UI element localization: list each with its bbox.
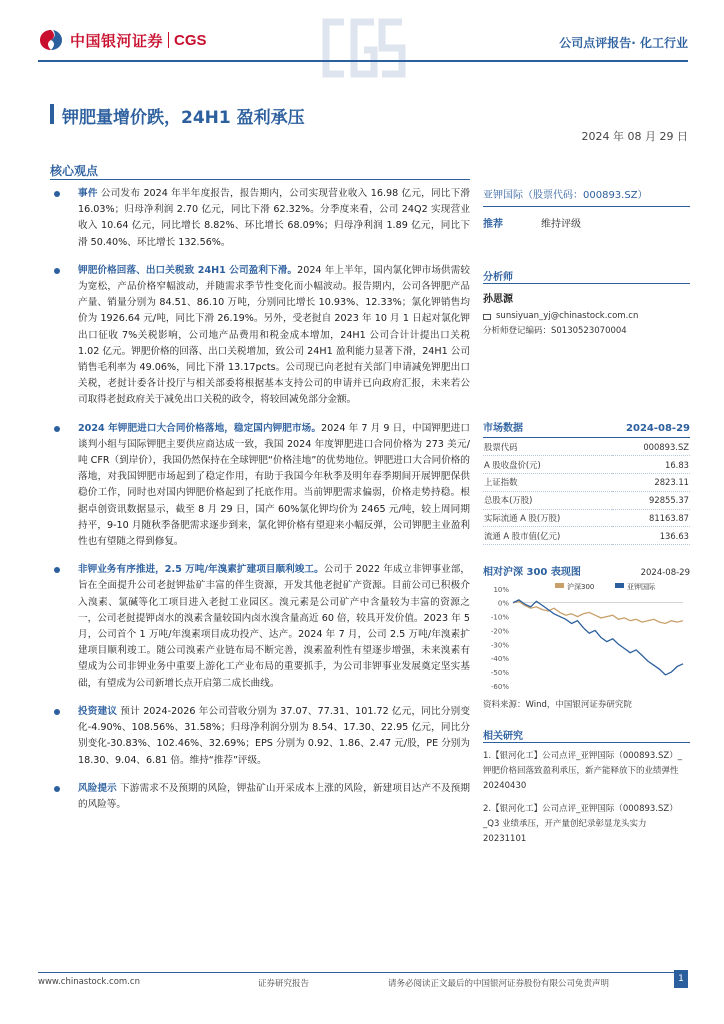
legend-label: 亚钾国际 — [627, 583, 655, 592]
y-tick-label: 10% — [493, 586, 509, 595]
y-tick-label: -10% — [490, 613, 509, 622]
y-tick-label: -50% — [490, 669, 509, 678]
chart-source: 资料来源：Wind，中国银河证券研究院 — [483, 700, 632, 711]
series-line — [513, 602, 683, 624]
analyst-email-row — [483, 309, 690, 324]
core-views-divider — [50, 179, 470, 180]
bullet-body: 公司于 2022 年成立非钾事业部，旨在全面提升公司老挝钾盐矿丰富的伴生资源，开发其他老挝矿产资源。目前公司已积极介入溴素、氯碱等化工项目进入老挝工业园区。溴元素是公司矿产中含量较为丰富的资源之一，公司老挝提钾卤水的溴素含量较国内卤水溴含量高近 60 倍，较具开发价值。2023 年 5 月，公司首个 1 万吨/年溴素项目成功投产、达产。2024 年 7 月，公司 2.5 万吨/年溴素扩建项目顺利竣工。随公司溴素产业链布局不断完善，溴素盈利性有望逐步增强，未来溴素有望成为公司非钾业务中重要上游化工产业布局的重要抓手，为公司非钾事业发展奠定坚实基础，有望成为公司新增长点开启第二成长曲线。 — [78, 564, 470, 689]
bullet-body: 预计 2024-2026 年公司营收分别为 37.07、77.31、101.72 亿元，同比分别变化-4.90%、108.56%、31.58%；归母净利润分别为 8.54、17.30、22.95 亿元，同比分别变化-30.83%、102.46%、32.69%；EPS 分别为 0.92、1.86、2.47 元/股，PE 分别为 18.30、9.04、6.81 倍。维持“推荐”评级。 — [78, 705, 470, 766]
footer-site[interactable]: www.chinastock.com.cn — [38, 977, 140, 987]
page-number: 1 — [674, 970, 688, 988]
footer-center: 证券研究报告 — [258, 979, 310, 989]
bullet-body: 2024 年 7 月 9 日，中国钾肥进口谈判小组与国际钾肥主要供应商达成一致，我国 2024 年度钾肥进口合同价格为 273 美元/吨 CFR（到岸价），我国仍然保持在全球钾肥“价格洼地”的优势地位。钾肥进口大合同价格的落地，对我国钾肥市场起到了稳定作用，有助于我国今年秋季及明年春季期间开展钾肥保供稳价工作，同时也对国内钾肥价格起到了托底作用。当前钾肥需求偏弱，价格走势持稳。根据卓创资讯数据显示，截至 8 月 29 日，国产 60%氯化钾均价为 2465 元/吨，较上周同期持平，9-10 月随秋季备肥需求逐步到来，氯化钾价格有望迎来小幅反弹，公司钾肥主业盈利性也有望随之得到修复。 — [78, 422, 471, 548]
series-line — [513, 600, 683, 675]
row-value: 2823.11 — [612, 474, 690, 492]
bullet-lead: 非钾业务有序推进，2.5 万吨/年溴素扩建项目顺利竣工。 — [78, 564, 324, 576]
bullet-dot-icon — [54, 786, 60, 792]
legend-swatch — [615, 583, 624, 588]
table-row — [483, 474, 690, 492]
spacer — [483, 713, 690, 727]
related-item[interactable]: 2.【银河化工】公司点评_亚钾国际（000893.SZ）_Q3 业绩承压，开产量创纪录彰显龙头实力 20231101 — [483, 804, 678, 845]
related-heading: 相关研究 — [483, 731, 523, 743]
report-title: 钾肥量增价跌，24H1 盈利承压 — [62, 108, 305, 128]
spacer — [483, 339, 690, 419]
bullet-dot-icon — [54, 191, 60, 197]
report-type: 公司点评报告· 化工行业 — [559, 36, 688, 50]
table-row — [483, 438, 690, 456]
bullet-body: 2024 年上半年，国内氯化钾市场供需较为宽松，产品价格窄幅波动，并随需求季节性变化而小幅波动。报告期内，公司各钾肥产品产量、销量分别为 84.51、86.10 万吨，分别同比增长 10.93%、12.33%；氯化钾销售均价为 1926.64 元/吨，同比下滑 26.19%。另外，受老挝自 2023 年 10 月 1 日起对氯化钾出口征收 7%关税影响，公司地产品费用和税金成本增加，24H1 公司合计计提出口关税 1.02 亿元。钾肥价格的回落、出口关税增加，致公司 24H1 盈利能力显著下滑，24H1 公司销售毛利率为 49.06%，同比下滑 13.17pcts。公司现已向老挝有关部门申请减免钾肥出口关税，老挝计委各计投厅与相关部委将根据基本支持公司的申请并已向政府汇报，未来若公司取得老挝政府关于减免出口关税的政令，将较回减免部分金额。 — [78, 264, 470, 406]
bullet-dot-icon — [54, 567, 60, 573]
bullet-body: 下游需求不及预期的风险，钾盐矿山开采成本上涨的风险，新建项目达产不及预期的风险等。 — [78, 782, 470, 810]
row-value: 000893.SZ — [612, 438, 690, 456]
bullet-dot-icon — [54, 426, 60, 432]
stock-code: 亚钾国际（股票代码：000893.SZ） — [483, 186, 690, 207]
bullet-non-potash — [50, 562, 470, 692]
market-data-table — [483, 438, 690, 545]
bullet-lead: 钾肥价格回落、出口关税致 24H1 公司盈利下滑。 — [78, 264, 298, 276]
logo-divider — [168, 32, 169, 48]
company-logo — [38, 28, 207, 52]
legend-label: 沪深300 — [567, 583, 595, 592]
table-row — [483, 456, 690, 474]
bullet-body: 公司发布 2024 年半年度报告，报告期内，公司实现营业收入 16.98 亿元，同比下滑 16.03%；归母净利润 2.70 亿元，同比下滑 62.32%。分季度来看，公司 24Q2 实现营业收入 10.64 亿元，同比增长 8.82%、环比增长 68.09%；归母净利润 1.89 亿元，同比下滑 50.40%、环比增长 132.56%。 — [78, 188, 470, 248]
analyst-heading: 分析师 — [483, 272, 513, 283]
y-tick-label: -40% — [490, 655, 509, 664]
row-value: 81163.87 — [612, 509, 690, 527]
rating — [483, 215, 690, 230]
bullet-import-contract — [50, 421, 470, 551]
bullet-dot-icon — [54, 709, 60, 715]
related-divider — [483, 742, 690, 743]
core-views-heading: 核心观点 — [50, 164, 99, 178]
logo-cn-text: 中国银河证券 — [70, 31, 164, 50]
spacer — [483, 545, 690, 563]
analyst-divider — [483, 283, 690, 284]
spacer — [483, 230, 690, 268]
core-views-list — [50, 186, 470, 825]
table-row — [483, 491, 690, 509]
sidebar — [483, 186, 690, 855]
bullet-dot-icon — [54, 268, 60, 274]
perf-chart-date: 2024-08-29 — [640, 568, 690, 579]
row-value: 92855.37 — [612, 491, 690, 509]
mail-icon — [483, 314, 491, 320]
title-accent-bar — [50, 104, 54, 124]
bullet-lead: 2024 年钾肥进口大合同价格落地，稳定国内钾肥市场。 — [78, 422, 322, 434]
analyst-email: sunsiyuan_yj@chinastock.com.cn — [496, 311, 639, 321]
y-tick-label: -30% — [490, 641, 509, 650]
analyst-cert: 分析师登记编码：S0130523070004 — [483, 326, 627, 336]
y-tick-label: 0% — [497, 599, 509, 608]
row-key: 实际流通 A 股(万股) — [483, 509, 612, 527]
bullet-event — [50, 186, 470, 251]
bullet-risk — [50, 781, 470, 813]
perf-chart-heading: 相对沪深 300 表现图 — [483, 567, 581, 579]
market-data-heading: 市场数据 — [483, 423, 523, 434]
row-value: 136.63 — [612, 527, 690, 545]
perf-chart-header — [483, 563, 690, 580]
bullet-investment — [50, 704, 470, 769]
row-key: 上证指数 — [483, 474, 612, 492]
table-row — [483, 527, 690, 545]
footer-disclaimer: 请务必阅读正文最后的中国银河证券股份有限公司免责声明 — [388, 979, 610, 989]
bullet-lead: 风险提示 — [78, 782, 117, 794]
analyst-name: 孙思源 — [483, 294, 513, 305]
logo-emblem-icon — [38, 28, 64, 52]
bullet-lead: 事件 — [78, 188, 98, 199]
row-value: 16.83 — [612, 456, 690, 474]
rating-value: 维持评级 — [541, 219, 581, 230]
footer-divider — [38, 972, 688, 973]
bullet-price-decline — [50, 263, 470, 409]
bullet-lead: 投资建议 — [78, 705, 118, 717]
row-key: 流通 A 股市值(亿元) — [483, 527, 612, 545]
header-divider — [38, 60, 688, 62]
perf-chart — [483, 580, 690, 692]
report-date: 2024 年 08 月 29 日 — [581, 130, 688, 143]
rating-key: 推荐 — [483, 219, 503, 230]
market-data-date: 2024-08-29 — [626, 423, 690, 434]
related-item[interactable]: 1.【银河化工】公司点评_亚钾国际（000893.SZ）_钾肥价格回落致盈利承压，新产能释放下的业绩弹性 20240430 — [483, 751, 682, 792]
logo-en-text: CGS — [174, 31, 207, 49]
row-key: 股票代码 — [483, 438, 612, 456]
y-tick-label: -20% — [490, 627, 509, 636]
row-key: 总股本(万股) — [483, 491, 612, 509]
market-data-header — [483, 419, 690, 438]
legend-swatch — [555, 583, 564, 588]
y-tick-label: -60% — [490, 683, 509, 692]
cgs-watermark — [318, 12, 406, 84]
table-row — [483, 509, 690, 527]
row-key: A 股收盘价(元) — [483, 456, 612, 474]
